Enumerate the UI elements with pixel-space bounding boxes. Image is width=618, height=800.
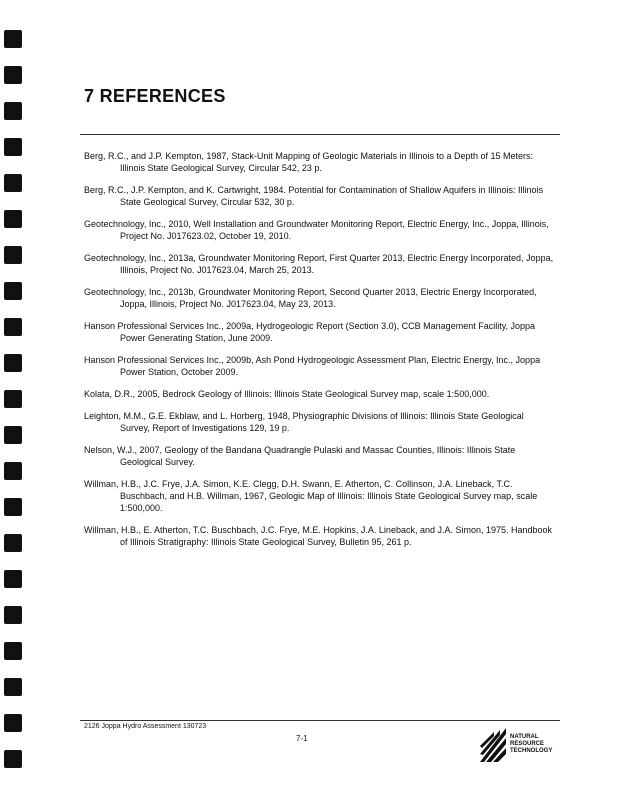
binder-punch-hole: [4, 102, 22, 120]
binder-punch-hole: [4, 570, 22, 588]
reference-entry: Willman, H.B., E. Atherton, T.C. Buschbach, J.C. Frye, M.E. Hopkins, J.A. Lineback, and J.A. Simon, 1975. Handbook of Illinois Stratigraphy: Illinois State Geological Survey, Bulletin 95, 261 p.: [84, 525, 553, 547]
binder-punch-hole: [4, 318, 22, 336]
binder-punch-hole: [4, 606, 22, 624]
reference-entry: Hanson Professional Services Inc., 2009b, Ash Pond Hydrogeologic Assessment Plan, Electric Energy, Inc., Joppa Power Station, October 2009.: [84, 355, 541, 377]
reference-entry: Kolata, D.R., 2005, Bedrock Geology of Illinois: Illinois State Geological Survey map, scale 1:500,000.: [84, 389, 490, 399]
reference-entry: Geotechnology, Inc., 2013b, Groundwater Monitoring Report, Second Quarter 2013, Electric Energy Incorporated, Joppa, Illinois, Project No. J017623.04, May 23, 2013.: [84, 287, 537, 309]
page-title: 7 REFERENCES: [84, 86, 226, 106]
binder-punch-hole: [4, 498, 22, 516]
reference-entry: Geotechnology, Inc., 2010, Well Installation and Groundwater Monitoring Report, Electric Energy, Inc., Joppa, Illinois, Project No. J017623.02, October 19, 2010.: [84, 219, 549, 241]
binder-punch-hole: [4, 246, 22, 264]
binder-punch-hole: [4, 390, 22, 408]
reference-entry: Leighton, M.M., G.E. Ekblaw, and L. Horberg, 1948, Physiographic Divisions of Illinois: Illinois State Geological Survey, Report of Investigations 129, 19 p.: [84, 411, 524, 433]
binder-punch-hole: [4, 138, 22, 156]
reference-list: [84, 150, 554, 558]
footer-divider: [80, 720, 560, 721]
logo-wordmark: [510, 734, 552, 755]
binder-punch-hole: [4, 30, 22, 48]
reference-entry: Hanson Professional Services Inc., 2009a, Hydrogeologic Report (Section 3.0), CCB Management Facility, Joppa Power Generating Station, June 2009.: [84, 321, 536, 343]
binder-punch-hole: [4, 534, 22, 552]
binder-punch-hole: [4, 354, 22, 372]
binder-punch-hole: [4, 750, 22, 768]
logo-line: RESOURCE: [510, 741, 545, 747]
binder-punch-hole: [4, 210, 22, 228]
title-divider: [80, 134, 560, 135]
document-id: 2126 Joppa Hydro Assessment 130723: [84, 723, 207, 730]
logo-line: NATURAL: [510, 734, 539, 740]
binder-punch-hole: [4, 282, 22, 300]
reference-entry: Willman, H.B., J.C. Frye, J.A. Simon, K.E. Clegg, D.H. Swann, E. Atherton, C. Collinson, J.A. Lineback, T.C. Buschbach, and H.B. Willman, 1967, Geologic Map of Illinois: Illinois State Geological Survey map, scale 1:500,000.: [84, 479, 538, 513]
reference-entry: Nelson, W.J., 2007, Geology of the Bandana Quadrangle Pulaski and Massac Counties, Illinois: Illinois State Geological Survey.: [84, 445, 516, 467]
binder-punch-hole: [4, 426, 22, 444]
binder-punch-hole: [4, 714, 22, 732]
reference-entry: Geotechnology, Inc., 2013a, Groundwater Monitoring Report, First Quarter 2013, Electric Energy Incorporated, Joppa, Illinois, Project No. J017623.04, March 25, 2013.: [84, 253, 554, 275]
binder-punch-hole: [4, 462, 22, 480]
page-number: 7-1: [296, 734, 308, 743]
binder-punch-hole: [4, 678, 22, 696]
logo-line: TECHNOLOGY: [510, 748, 553, 754]
logo-swoosh-icon: [478, 724, 508, 764]
company-logo: [478, 724, 568, 768]
reference-entry: Berg, R.C., and J.P. Kempton, 1987, Stack-Unit Mapping of Geologic Materials in Illinois to a Depth of 15 Meters: Illinois State Geological Survey, Circular 542, 23 p.: [84, 151, 534, 173]
reference-entry: Berg, R.C., J.P. Kempton, and K. Cartwright, 1984. Potential for Contamination of Shallow Aquifers in Illinois: Illinois State Geological Survey, Circular 532, 30 p.: [84, 185, 544, 207]
binder-punch-hole: [4, 66, 22, 84]
binder-punch-hole: [4, 642, 22, 660]
binder-punch-hole: [4, 174, 22, 192]
